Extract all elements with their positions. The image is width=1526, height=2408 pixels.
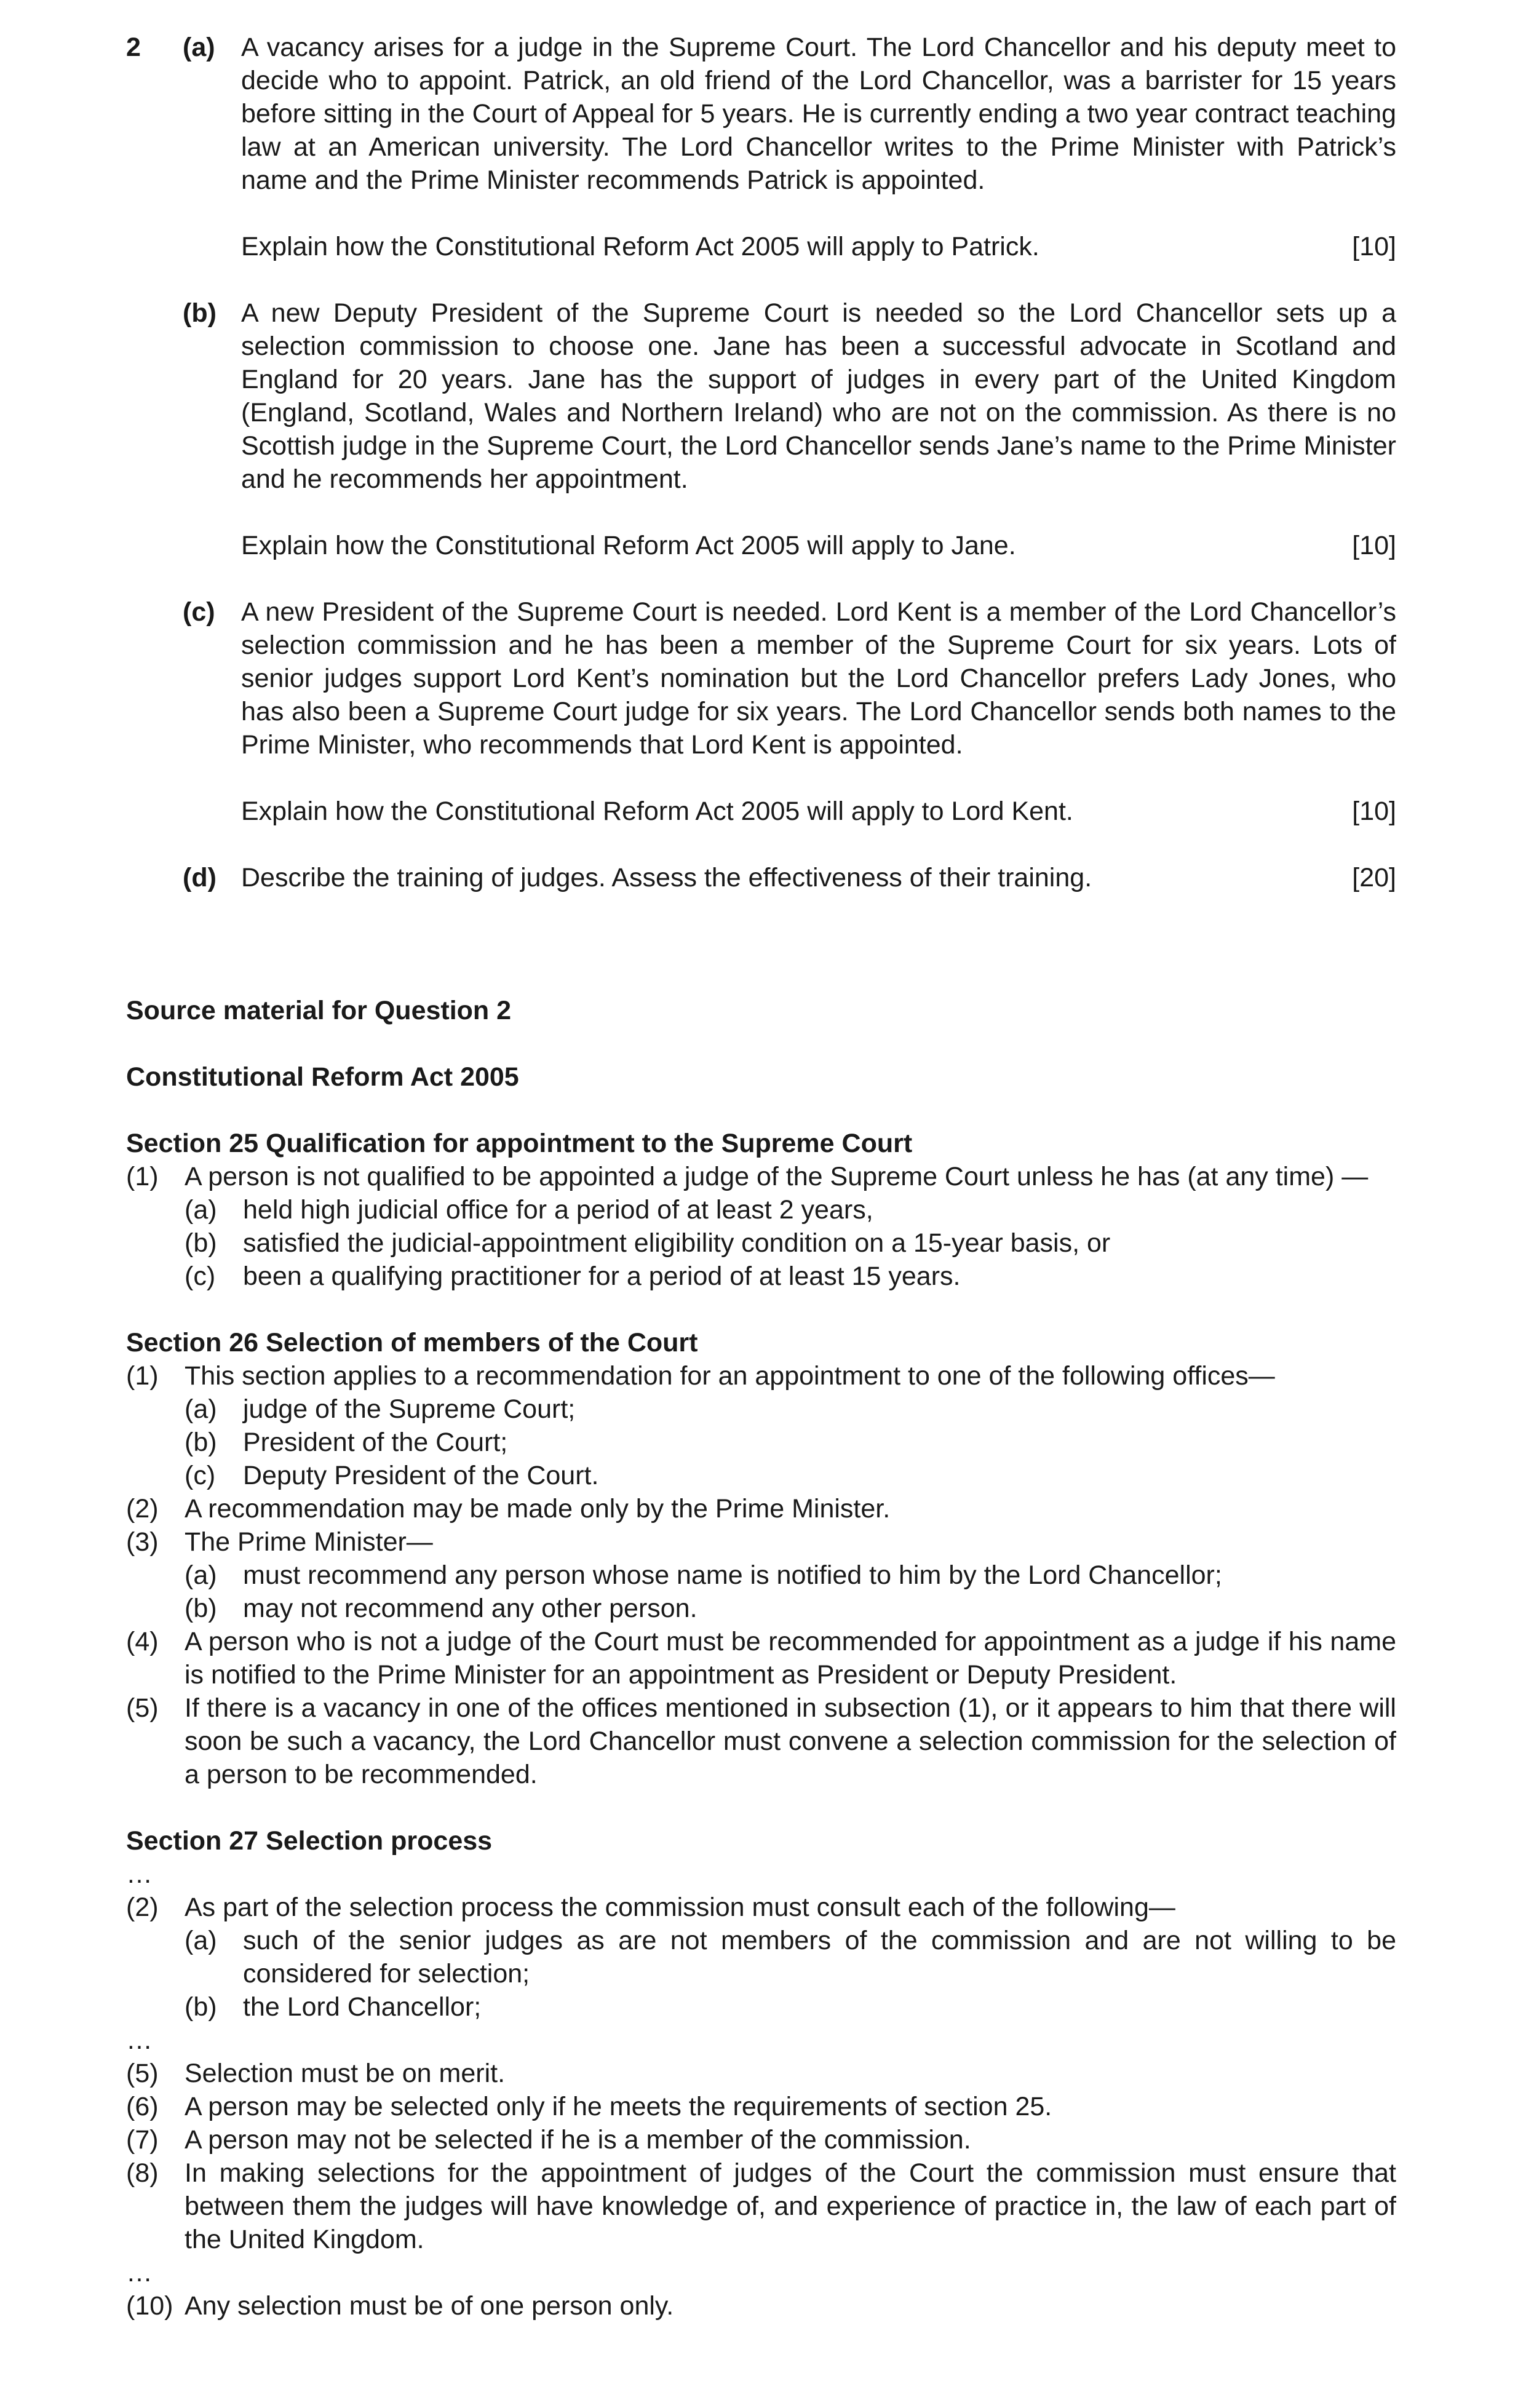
provision <box>126 2289 1396 2323</box>
provision-number: (3) <box>126 1527 159 1557</box>
provision-number: (4) <box>126 1627 159 1656</box>
sub-provision-number: (a) <box>185 1926 217 1955</box>
provision-text: The Prime Minister— <box>185 1527 433 1557</box>
provision-text: Any selection must be of one person only. <box>185 2291 674 2321</box>
part-d <box>183 861 1396 894</box>
sub-provision-number: (a) <box>185 1560 217 1590</box>
provision <box>126 2090 1396 2123</box>
sub-provision <box>126 1226 1396 1260</box>
sub-provision-text: the Lord Chancellor; <box>243 1992 482 2022</box>
provision <box>126 1525 1396 1559</box>
sub-provision-number: (a) <box>185 1394 217 1424</box>
part-a <box>183 31 1396 263</box>
provision-text: A recommendation may be made only by the Prime Minister. <box>185 1494 891 1524</box>
part-prompt: Explain how the Constitutional Reform Act 2005 will apply to Lord Kent. <box>241 797 1073 826</box>
provision-number: (5) <box>126 2059 159 2088</box>
sub-provision-number: (b) <box>185 1992 217 2022</box>
part-label: (c) <box>183 597 215 627</box>
sub-provision-text: President of the Court; <box>243 1428 508 1457</box>
provision-text: If there is a vacancy in one of the offices mentioned in subsection (1), or it appears to him that there will soon be such a vacancy, the Lord Chancellor must convene a selection commission for the selection of a person to be recommended. <box>185 1693 1396 1789</box>
question-number: 2 <box>126 33 141 62</box>
provision-number: (7) <box>126 2125 159 2155</box>
section-27-title: Section 27 Selection process <box>126 1826 493 1856</box>
part-prompt: Describe the training of judges. Assess the effectiveness of their training. <box>241 863 1092 892</box>
part-label: (a) <box>183 33 215 62</box>
sub-provision-number: (a) <box>185 1195 217 1225</box>
sub-provision <box>126 1924 1396 1990</box>
omission-ellipsis: … <box>126 2258 153 2287</box>
sub-provision-text: such of the senior judges as are not members of the commission and are not willing to be considered for selection; <box>243 1926 1396 1989</box>
question-2 <box>126 31 1396 894</box>
omission-ellipsis: … <box>126 1859 153 1889</box>
omission-ellipsis: … <box>126 2025 153 2055</box>
sub-provision <box>126 1592 1396 1625</box>
provision-number: (5) <box>126 1693 159 1723</box>
exam-page <box>126 31 1396 2323</box>
source-heading: Source material for Question 2 <box>126 996 512 1025</box>
provision <box>126 1625 1396 1691</box>
marks-label: [10] <box>1352 797 1396 826</box>
sub-provision-text: satisfied the judicial-appointment eligibility condition on a 15-year basis, or <box>243 1228 1111 1258</box>
question-parts <box>183 31 1396 894</box>
part-b <box>183 296 1396 562</box>
part-scenario: A new Deputy President of the Supreme Court is needed so the Lord Chancellor sets up a selection commission to choose one. Jane has been a successful advocate in Scotland and England for 20 years. Jane has the support of judges in every part of the United Kingdom (England, Scotland, Wales and Northern Ireland) who are not on the commission. As there is no Scottish judge in the Supreme Court, the Lord Chancellor sends Jane’s name to the Prime Minister and he recommends her appointment. <box>241 298 1396 494</box>
sub-provision-text: may not recommend any other person. <box>243 1594 697 1623</box>
act-title: Constitutional Reform Act 2005 <box>126 1062 519 1092</box>
sub-provision <box>126 1990 1396 2024</box>
sub-provision <box>126 1426 1396 1459</box>
sub-provision <box>126 1193 1396 1226</box>
sub-provision-number: (b) <box>185 1428 217 1457</box>
provision-text: A person is not qualified to be appointed a judge of the Supreme Court unless he has (at any time) — <box>185 1162 1369 1191</box>
sub-provision <box>126 1260 1396 1293</box>
section-25-title: Section 25 Qualification for appointment to the Supreme Court <box>126 1129 913 1158</box>
part-label: (d) <box>183 863 217 892</box>
marks-label: [10] <box>1352 531 1396 560</box>
provision <box>126 1891 1396 1924</box>
sub-provision-text: been a qualifying practitioner for a period of at least 15 years. <box>243 1262 961 1291</box>
sub-provision <box>126 1459 1396 1492</box>
provision <box>126 2156 1396 2256</box>
provision <box>126 1160 1396 1193</box>
provision <box>126 1492 1396 1525</box>
provision-text: A person may not be selected if he is a member of the commission. <box>185 2125 971 2155</box>
provision-text: Selection must be on merit. <box>185 2059 506 2088</box>
provision <box>126 1359 1396 1393</box>
provision-number: (1) <box>126 1162 159 1191</box>
provision <box>126 1691 1396 1791</box>
provision-number: (10) <box>126 2291 173 2321</box>
part-prompt: Explain how the Constitutional Reform Act 2005 will apply to Patrick. <box>241 232 1039 261</box>
provision <box>126 2057 1396 2090</box>
sub-provision-text: must recommend any person whose name is notified to him by the Lord Chancellor; <box>243 1560 1222 1590</box>
provision-text: As part of the selection process the commission must consult each of the following— <box>185 1893 1175 1922</box>
sub-provision-number: (c) <box>185 1461 216 1490</box>
marks-label: [10] <box>1352 232 1396 261</box>
provision-number: (2) <box>126 1494 159 1524</box>
provision-text: This section applies to a recommendation for an appointment to one of the following offices— <box>185 1361 1275 1391</box>
sub-provision-text: held high judicial office for a period of at least 2 years, <box>243 1195 873 1225</box>
sub-provision <box>126 1559 1396 1592</box>
part-scenario: A new President of the Supreme Court is needed. Lord Kent is a member of the Lord Chancellor’s selection commission and he has been a member of the Supreme Court for six years. Lots of senior judges support Lord Kent’s nomination but the Lord Chancellor prefers Lady Jones, who has also been a Supreme Court judge for six years. The Lord Chancellor sends both names to the Prime Minister, who recommends that Lord Kent is appointed. <box>241 597 1396 760</box>
provision-text: A person who is not a judge of the Court must be recommended for appointment as a judge if his name is notified to the Prime Minister for an appointment as President or Deputy President. <box>185 1627 1396 1690</box>
provision-number: (6) <box>126 2092 159 2121</box>
provision-text: A person may be selected only if he meets the requirements of section 25. <box>185 2092 1052 2121</box>
sub-provision-number: (b) <box>185 1228 217 1258</box>
provision <box>126 2123 1396 2156</box>
sub-provision-number: (b) <box>185 1594 217 1623</box>
sub-provision <box>126 1393 1396 1426</box>
sub-provision-number: (c) <box>185 1262 216 1291</box>
marks-label: [20] <box>1352 863 1396 892</box>
provision-number: (1) <box>126 1361 159 1391</box>
part-label: (b) <box>183 298 217 328</box>
provision-number: (8) <box>126 2158 159 2188</box>
sub-provision-text: Deputy President of the Court. <box>243 1461 599 1490</box>
part-prompt: Explain how the Constitutional Reform Act 2005 will apply to Jane. <box>241 531 1016 560</box>
part-scenario: A vacancy arises for a judge in the Supreme Court. The Lord Chancellor and his deputy meet to decide who to appoint. Patrick, an old friend of the Lord Chancellor, was a barrister for 15 years before sitting in the Court of Appeal for 5 years. He is currently ending a two year contract teaching law at an American university. The Lord Chancellor writes to the Prime Minister with Patrick’s name and the Prime Minister recommends Patrick is appointed. <box>241 33 1396 195</box>
part-c <box>183 595 1396 828</box>
provision-text: In making selections for the appointment of judges of the Court the commission must ensure that between them the judges will have knowledge of, and experience of practice in, the law of each part of the United Kingdom. <box>185 2158 1396 2254</box>
section-26-title: Section 26 Selection of members of the Court <box>126 1328 698 1357</box>
sub-provision-text: judge of the Supreme Court; <box>243 1394 576 1424</box>
provision-number: (2) <box>126 1893 159 1922</box>
